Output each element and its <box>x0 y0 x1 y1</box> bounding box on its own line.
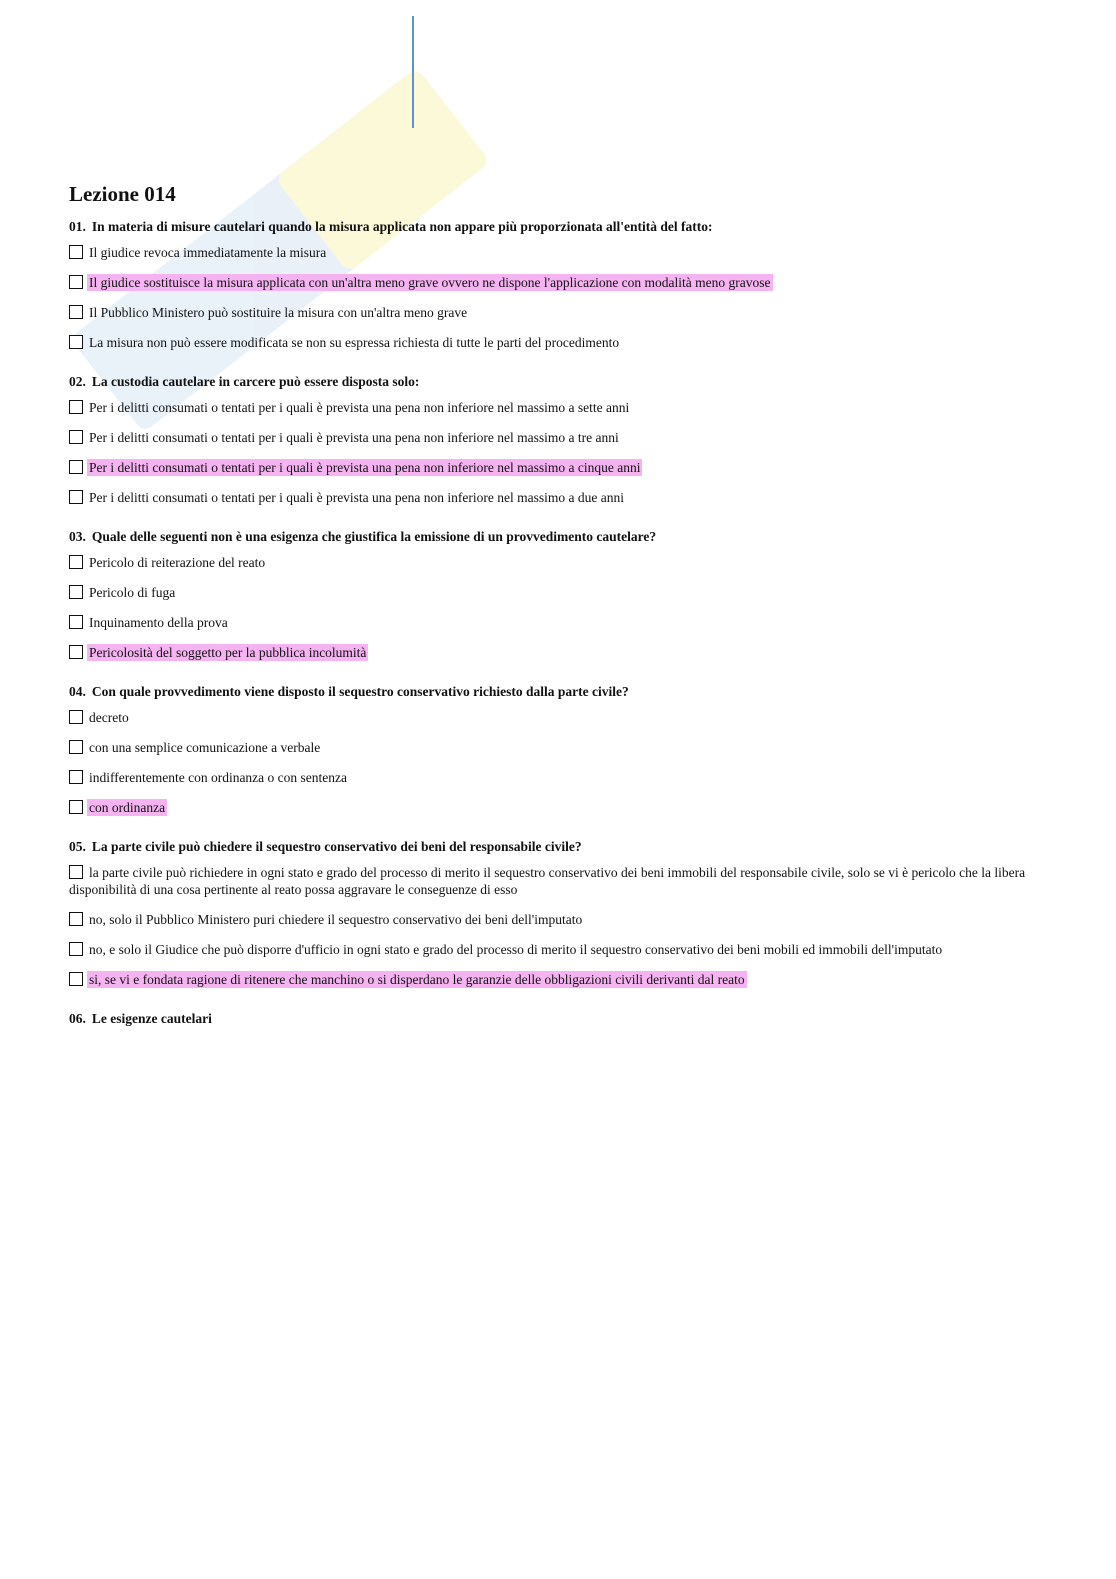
answer-option[interactable] <box>69 971 1029 988</box>
vertical-rule <box>412 16 414 128</box>
answer-text: no, e solo il Giudice che può disporre d'ufficio in ogni stato e grado del processo di merito il sequestro conservativo dei beni mobili ed immobili dell'imputato <box>89 942 943 957</box>
answer-text: indifferentemente con ordinanza o con sentenza <box>89 770 348 785</box>
question-text <box>69 838 1029 856</box>
checkbox[interactable] <box>69 430 83 444</box>
answer-option[interactable] <box>69 244 1029 261</box>
answer-option[interactable] <box>69 941 1029 958</box>
question-label: Le esigenze cautelari <box>91 1011 212 1026</box>
checkbox[interactable] <box>69 645 83 659</box>
answer-text: La misura non può essere modificata se non su espressa richiesta di tutte le parti del procedimento <box>89 335 620 350</box>
answer-option[interactable] <box>69 554 1029 571</box>
answer-option[interactable] <box>69 769 1029 786</box>
question-text <box>69 528 1029 546</box>
answer-text: Per i delitti consumati o tentati per i quali è prevista una pena non inferiore nel massimo a sette anni <box>89 400 630 415</box>
checkbox[interactable] <box>69 770 83 784</box>
checkbox[interactable] <box>69 615 83 629</box>
answer-option[interactable] <box>69 489 1029 506</box>
answer-text: Pericolo di fuga <box>89 585 176 600</box>
document-page <box>69 180 1029 1050</box>
question-label: La custodia cautelare in carcere può essere disposta solo: <box>91 374 420 389</box>
question-number: 06. <box>69 1011 86 1026</box>
checkbox[interactable] <box>69 585 83 599</box>
checkbox[interactable] <box>69 942 83 956</box>
answer-option[interactable] <box>69 709 1029 726</box>
question-list <box>69 218 1029 1028</box>
question-label: Quale delle seguenti non è una esigenza che giustifica la emissione di un provvedimento cautelare? <box>91 529 657 544</box>
answer-text: Per i delitti consumati o tentati per i quali è prevista una pena non inferiore nel massimo a tre anni <box>89 430 619 445</box>
answer-text: no, solo il Pubblico Ministero puri chiedere il sequestro conservativo dei beni dell'imputato <box>89 912 583 927</box>
checkbox[interactable] <box>69 490 83 504</box>
answer-text: Per i delitti consumati o tentati per i quali è prevista una pena non inferiore nel massimo a due anni <box>89 490 624 505</box>
answer-option[interactable] <box>69 799 1029 816</box>
checkbox[interactable] <box>69 460 83 474</box>
answer-text: la parte civile può richiedere in ogni stato e grado del processo di merito il sequestro conservativo dei beni immobili del responsabile civile, solo se vi è pericolo che la libera disponibilità di una cosa pertinente al reato possa aggravare le conseguenze di esso <box>69 865 1026 897</box>
answer-text: con una semplice comunicazione a verbale <box>89 740 321 755</box>
answer-option[interactable] <box>69 274 1029 291</box>
answer-option[interactable] <box>69 644 1029 661</box>
answer-text: decreto <box>89 710 129 725</box>
answer-text-highlighted: Per i delitti consumati o tentati per i quali è prevista una pena non inferiore nel massimo a cinque anni <box>89 460 641 475</box>
answer-option[interactable] <box>69 911 1029 928</box>
checkbox[interactable] <box>69 912 83 926</box>
checkbox[interactable] <box>69 972 83 986</box>
answer-option[interactable] <box>69 864 1029 898</box>
answer-text-highlighted: Pericolosità del soggetto per la pubblica incolumità <box>89 645 367 660</box>
checkbox[interactable] <box>69 400 83 414</box>
checkbox[interactable] <box>69 245 83 259</box>
question-text <box>69 683 1029 701</box>
question-number: 02. <box>69 374 86 389</box>
checkbox[interactable] <box>69 740 83 754</box>
checkbox[interactable] <box>69 710 83 724</box>
answer-option[interactable] <box>69 584 1029 601</box>
question-2 <box>69 373 1029 506</box>
answer-text: Inquinamento della prova <box>89 615 228 630</box>
answer-option[interactable] <box>69 739 1029 756</box>
answer-text-highlighted: con ordinanza <box>89 800 166 815</box>
checkbox[interactable] <box>69 865 83 879</box>
question-number: 03. <box>69 529 86 544</box>
question-label: La parte civile può chiedere il sequestro conservativo dei beni del responsabile civile? <box>91 839 582 854</box>
answer-option[interactable] <box>69 399 1029 416</box>
question-1 <box>69 218 1029 351</box>
checkbox[interactable] <box>69 275 83 289</box>
question-label: In materia di misure cautelari quando la misura applicata non appare più proporzionata all'entità del fatto: <box>91 219 713 234</box>
answer-option[interactable] <box>69 304 1029 321</box>
answer-option[interactable] <box>69 614 1029 631</box>
answer-text-highlighted: si, se vi e fondata ragione di ritenere che manchino o si disperdano le garanzie delle obbligazioni civili derivanti dal reato <box>89 972 745 987</box>
answer-text: Il Pubblico Ministero può sostituire la misura con un'altra meno grave <box>89 305 468 320</box>
question-label: Con quale provvedimento viene disposto il sequestro conservativo richiesto dalla parte civile? <box>91 684 629 699</box>
question-3 <box>69 528 1029 661</box>
checkbox[interactable] <box>69 305 83 319</box>
question-number: 01. <box>69 219 86 234</box>
question-number: 04. <box>69 684 86 699</box>
question-text <box>69 218 1029 236</box>
checkbox[interactable] <box>69 800 83 814</box>
question-5 <box>69 838 1029 988</box>
question-4 <box>69 683 1029 816</box>
answer-option[interactable] <box>69 429 1029 446</box>
answer-option[interactable] <box>69 334 1029 351</box>
question-6 <box>69 1010 1029 1028</box>
answer-text: Pericolo di reiterazione del reato <box>89 555 266 570</box>
lesson-title: Lezione 014 <box>69 182 176 206</box>
question-number: 05. <box>69 839 86 854</box>
checkbox[interactable] <box>69 555 83 569</box>
checkbox[interactable] <box>69 335 83 349</box>
answer-text: Il giudice revoca immediatamente la misura <box>89 245 327 260</box>
question-text <box>69 1010 1029 1028</box>
question-text <box>69 373 1029 391</box>
answer-text-highlighted: Il giudice sostituisce la misura applicata con un'altra meno grave ovvero ne dispone l'applicazione con modalità meno gravose <box>89 275 771 290</box>
answer-option[interactable] <box>69 459 1029 476</box>
